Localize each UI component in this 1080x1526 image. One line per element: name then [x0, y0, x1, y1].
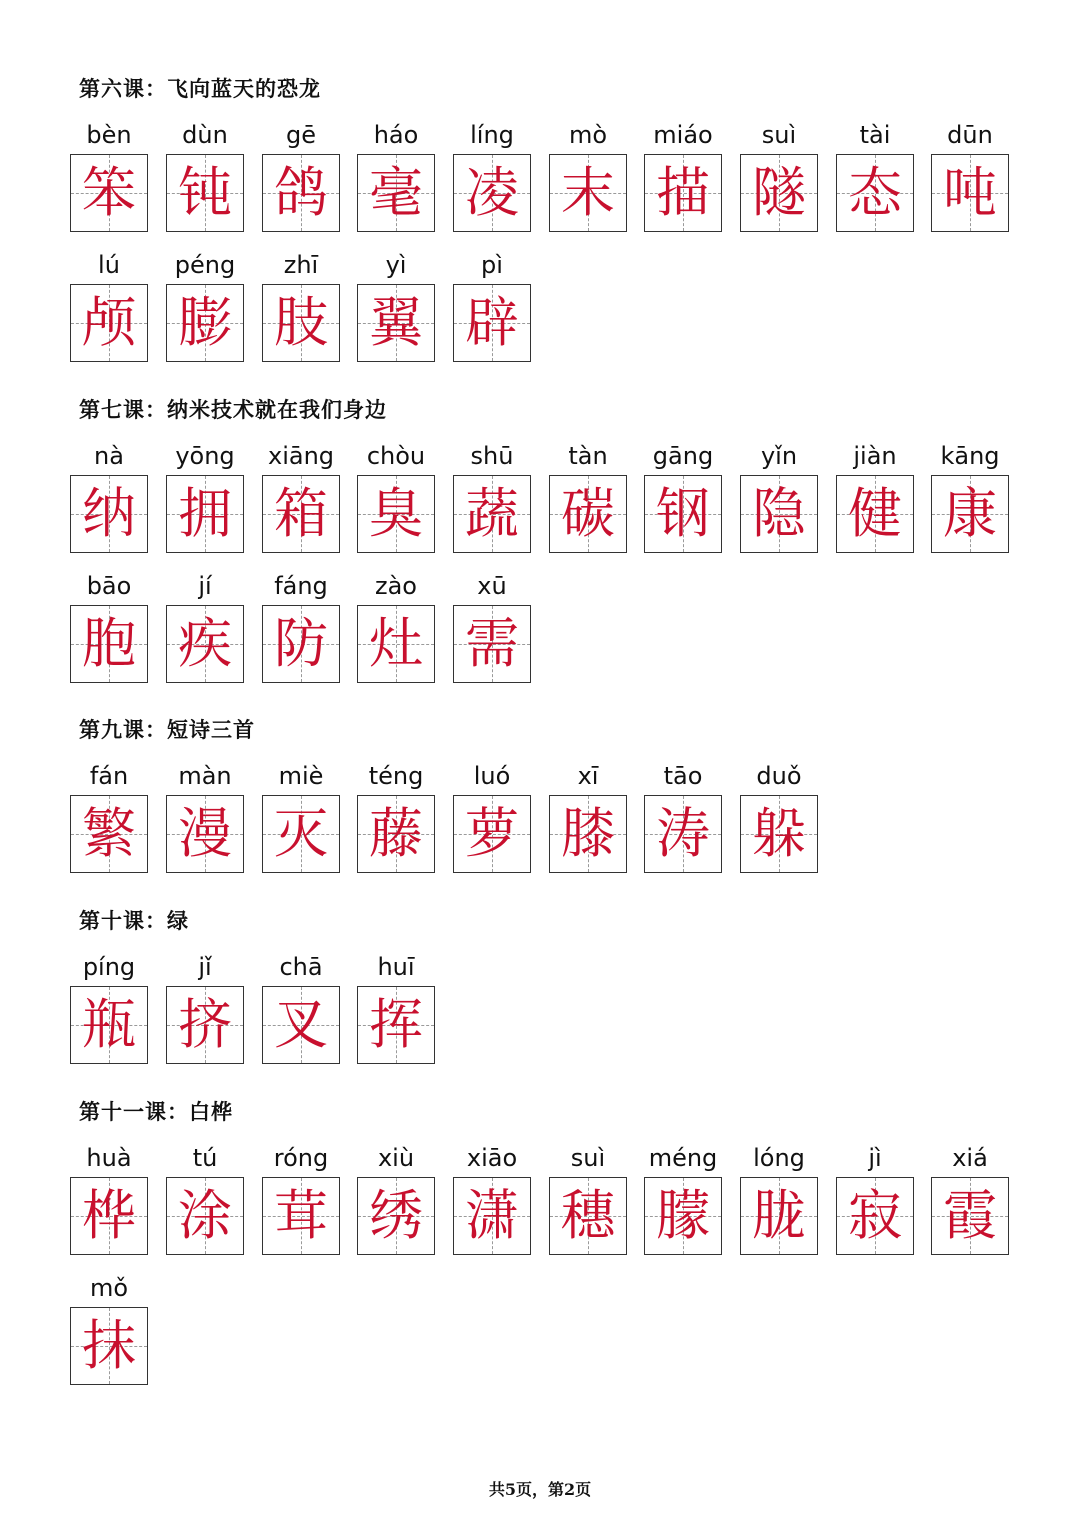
tianzige-grid: [262, 1177, 340, 1255]
hanzi-character: 膝: [561, 802, 615, 865]
pinyin-label: chòu: [366, 442, 426, 470]
tianzige-grid: [931, 154, 1009, 232]
character-cell: [931, 1143, 1009, 1255]
hanzi-character: 毫: [369, 161, 423, 224]
character-cell: [357, 120, 435, 232]
tianzige-grid: [70, 1307, 148, 1385]
character-cell: [262, 761, 340, 873]
pinyin-label: píng: [82, 953, 136, 981]
pinyin-label: tàn: [568, 442, 608, 470]
hanzi-character: 挥: [369, 993, 423, 1056]
tianzige-grid: [70, 1177, 148, 1255]
page-footer: 共5页，第2页: [488, 1480, 592, 1499]
pinyin-label: yǐn: [760, 442, 798, 470]
tianzige-grid: [453, 1177, 531, 1255]
tianzige-grid: [931, 475, 1009, 553]
character-cell: [166, 952, 244, 1064]
hanzi-character: 态: [848, 161, 902, 224]
character-cell: [453, 250, 531, 362]
tianzige-grid: [166, 475, 244, 553]
tianzige-grid: [166, 284, 244, 362]
pinyin-label: jǐ: [198, 953, 212, 981]
lesson-title: 第七课：纳米技术就在我们身边: [79, 397, 387, 422]
pinyin-label: chā: [279, 953, 323, 981]
character-cell: [70, 120, 148, 232]
pinyin-label: màn: [178, 762, 232, 790]
lesson-title: 第九课：短诗三首: [79, 717, 255, 742]
pinyin-label: fán: [89, 762, 129, 790]
character-cell: [453, 1143, 531, 1255]
hanzi-character: 箱: [274, 482, 328, 545]
character-cell: [644, 120, 722, 232]
character-cell: [166, 761, 244, 873]
hanzi-character: 防: [274, 612, 328, 675]
pinyin-label: xū: [477, 572, 507, 600]
pinyin-label: bèn: [86, 121, 132, 149]
pinyin-label: jiàn: [853, 442, 897, 470]
pinyin-label: luó: [473, 762, 511, 790]
hanzi-character: 颅: [82, 291, 136, 354]
hanzi-character: 胧: [752, 1184, 806, 1247]
pinyin-label: tāo: [663, 762, 703, 790]
hanzi-character: 钢: [656, 482, 710, 545]
hanzi-character: 穗: [561, 1184, 615, 1247]
character-cell: [453, 120, 531, 232]
tianzige-grid: [166, 605, 244, 683]
hanzi-character: 涂: [178, 1184, 232, 1247]
tianzige-grid: [836, 1177, 914, 1255]
character-cell: [70, 952, 148, 1064]
tianzige-grid: [166, 986, 244, 1064]
character-cell: [166, 250, 244, 362]
hanzi-character: 笨: [82, 161, 136, 224]
tianzige-grid: [453, 284, 531, 362]
character-cell: [931, 120, 1009, 232]
hanzi-character: 纳: [82, 482, 136, 545]
character-cell: [70, 250, 148, 362]
pinyin-label: jí: [198, 572, 212, 600]
tianzige-grid: [357, 284, 435, 362]
hanzi-character: 绣: [369, 1184, 423, 1247]
character-cell: [262, 952, 340, 1064]
tianzige-grid: [644, 475, 722, 553]
pinyin-label: mǒ: [89, 1274, 129, 1302]
character-cell: [262, 1143, 340, 1255]
character-cell: [166, 571, 244, 683]
character-cell: [644, 761, 722, 873]
pinyin-label: huà: [86, 1144, 132, 1172]
tianzige-grid: [70, 986, 148, 1064]
character-cell: [740, 120, 818, 232]
character-cell: [357, 441, 435, 553]
tianzige-grid: [70, 605, 148, 683]
pinyin-label: lóng: [753, 1144, 805, 1172]
pinyin-label: téng: [368, 762, 424, 790]
character-cell: [740, 1143, 818, 1255]
character-cell: [453, 441, 531, 553]
hanzi-character: 翼: [369, 291, 423, 354]
hanzi-character: 抹: [82, 1314, 136, 1377]
tianzige-grid: [644, 1177, 722, 1255]
hanzi-character: 涛: [656, 802, 710, 865]
hanzi-character: 瓶: [82, 993, 136, 1056]
pinyin-label: nà: [94, 442, 124, 470]
hanzi-character: 鸽: [274, 161, 328, 224]
character-cell: [70, 1273, 148, 1385]
character-cell: [453, 571, 531, 683]
tianzige-grid: [549, 475, 627, 553]
hanzi-character: 需: [465, 612, 519, 675]
hanzi-character: 膨: [178, 291, 232, 354]
character-cell: [166, 441, 244, 553]
hanzi-character: 肢: [274, 291, 328, 354]
character-cell: [357, 250, 435, 362]
tianzige-grid: [166, 1177, 244, 1255]
pinyin-label: tài: [859, 121, 891, 149]
character-cell: [70, 571, 148, 683]
hanzi-character: 灭: [274, 802, 328, 865]
pinyin-label: jì: [868, 1144, 882, 1172]
tianzige-grid: [262, 986, 340, 1064]
pinyin-label: xiāo: [466, 1144, 518, 1172]
pinyin-label: xī: [577, 762, 599, 790]
lesson-title: 第六课：飞向蓝天的恐龙: [79, 76, 321, 101]
character-cell: [357, 1143, 435, 1255]
hanzi-character: 茸: [274, 1184, 328, 1247]
hanzi-character: 漫: [178, 802, 232, 865]
tianzige-grid: [166, 154, 244, 232]
character-cell: [70, 441, 148, 553]
hanzi-character: 末: [561, 161, 615, 224]
pinyin-label: zào: [375, 572, 417, 600]
pinyin-label: duǒ: [756, 762, 802, 790]
hanzi-character: 挤: [178, 993, 232, 1056]
character-cell: [836, 441, 914, 553]
tianzige-grid: [70, 795, 148, 873]
lesson-title: 第十一课：白桦: [79, 1099, 233, 1124]
hanzi-character: 吨: [943, 161, 997, 224]
tianzige-grid: [549, 154, 627, 232]
pinyin-label: suì: [570, 1144, 606, 1172]
character-cell: [549, 1143, 627, 1255]
pinyin-label: suì: [761, 121, 797, 149]
character-cell: [931, 441, 1009, 553]
pinyin-label: fáng: [274, 572, 328, 600]
hanzi-character: 碳: [561, 482, 615, 545]
tianzige-grid: [357, 986, 435, 1064]
hanzi-character: 寂: [848, 1184, 902, 1247]
pinyin-label: bāo: [86, 572, 132, 600]
tianzige-grid: [262, 475, 340, 553]
character-cell: [549, 120, 627, 232]
tianzige-grid: [740, 154, 818, 232]
character-cell: [644, 1143, 722, 1255]
character-cell: [357, 571, 435, 683]
character-cell: [357, 761, 435, 873]
hanzi-character: 藤: [369, 802, 423, 865]
hanzi-character: 潇: [465, 1184, 519, 1247]
tianzige-grid: [549, 1177, 627, 1255]
tianzige-grid: [836, 475, 914, 553]
character-cell: [262, 250, 340, 362]
pinyin-label: kāng: [940, 442, 1000, 470]
pinyin-label: xiāng: [267, 442, 335, 470]
pinyin-label: shū: [470, 442, 514, 470]
pinyin-label: xiù: [377, 1144, 415, 1172]
tianzige-grid: [644, 154, 722, 232]
character-cell: [262, 441, 340, 553]
character-cell: [549, 761, 627, 873]
tianzige-grid: [740, 1177, 818, 1255]
hanzi-character: 霞: [943, 1184, 997, 1247]
pinyin-label: pì: [481, 251, 503, 279]
hanzi-character: 萝: [465, 802, 519, 865]
pinyin-label: róng: [273, 1144, 329, 1172]
pinyin-label: miè: [278, 762, 324, 790]
character-cell: [453, 761, 531, 873]
hanzi-character: 拥: [178, 482, 232, 545]
tianzige-grid: [644, 795, 722, 873]
hanzi-character: 健: [848, 482, 902, 545]
character-cell: [166, 1143, 244, 1255]
tianzige-grid: [453, 154, 531, 232]
hanzi-character: 叉: [274, 993, 328, 1056]
hanzi-character: 疾: [178, 612, 232, 675]
pinyin-label: háo: [373, 121, 419, 149]
hanzi-character: 隐: [752, 482, 806, 545]
pinyin-label: méng: [648, 1144, 718, 1172]
character-cell: [70, 761, 148, 873]
pinyin-label: yì: [385, 251, 407, 279]
character-cell: [357, 952, 435, 1064]
tianzige-grid: [262, 154, 340, 232]
tianzige-grid: [357, 1177, 435, 1255]
character-cell: [166, 120, 244, 232]
hanzi-character: 凌: [465, 161, 519, 224]
hanzi-character: 钝: [178, 161, 232, 224]
character-cell: [262, 120, 340, 232]
pinyin-label: zhī: [283, 251, 319, 279]
tianzige-grid: [262, 284, 340, 362]
tianzige-grid: [453, 795, 531, 873]
pinyin-label: miáo: [653, 121, 713, 149]
character-cell: [70, 1143, 148, 1255]
pinyin-label: gē: [286, 121, 316, 149]
character-cell: [740, 761, 818, 873]
hanzi-character: 繁: [82, 802, 136, 865]
hanzi-character: 隧: [752, 161, 806, 224]
character-cell: [836, 1143, 914, 1255]
tianzige-grid: [357, 475, 435, 553]
character-cell: [549, 441, 627, 553]
hanzi-character: 桦: [82, 1184, 136, 1247]
pinyin-label: gāng: [652, 442, 714, 470]
hanzi-character: 臭: [369, 482, 423, 545]
tianzige-grid: [453, 605, 531, 683]
pinyin-label: líng: [470, 121, 514, 149]
tianzige-grid: [931, 1177, 1009, 1255]
hanzi-character: 胞: [82, 612, 136, 675]
tianzige-grid: [357, 605, 435, 683]
pinyin-label: dūn: [947, 121, 993, 149]
pinyin-label: yōng: [175, 442, 235, 470]
tianzige-grid: [740, 475, 818, 553]
hanzi-character: 躲: [752, 802, 806, 865]
tianzige-grid: [453, 475, 531, 553]
character-cell: [644, 441, 722, 553]
pinyin-label: lú: [98, 251, 120, 279]
tianzige-grid: [549, 795, 627, 873]
character-cell: [836, 120, 914, 232]
tianzige-grid: [166, 795, 244, 873]
tianzige-grid: [357, 795, 435, 873]
character-cell: [262, 571, 340, 683]
hanzi-character: 朦: [656, 1184, 710, 1247]
pinyin-label: dùn: [182, 121, 228, 149]
pinyin-label: huī: [377, 953, 415, 981]
lesson-title: 第十课：绿: [79, 908, 189, 933]
tianzige-grid: [262, 605, 340, 683]
hanzi-character: 灶: [369, 612, 423, 675]
tianzige-grid: [70, 154, 148, 232]
character-cell: [740, 441, 818, 553]
tianzige-grid: [70, 284, 148, 362]
hanzi-character: 描: [656, 161, 710, 224]
tianzige-grid: [262, 795, 340, 873]
pinyin-label: tú: [192, 1144, 218, 1172]
hanzi-character: 蔬: [465, 482, 519, 545]
pinyin-label: mò: [568, 121, 608, 149]
hanzi-character: 康: [943, 482, 997, 545]
tianzige-grid: [836, 154, 914, 232]
pinyin-label: xiá: [952, 1144, 988, 1172]
tianzige-grid: [70, 475, 148, 553]
hanzi-character: 辟: [465, 291, 519, 354]
pinyin-label: péng: [174, 251, 236, 279]
tianzige-grid: [357, 154, 435, 232]
tianzige-grid: [740, 795, 818, 873]
